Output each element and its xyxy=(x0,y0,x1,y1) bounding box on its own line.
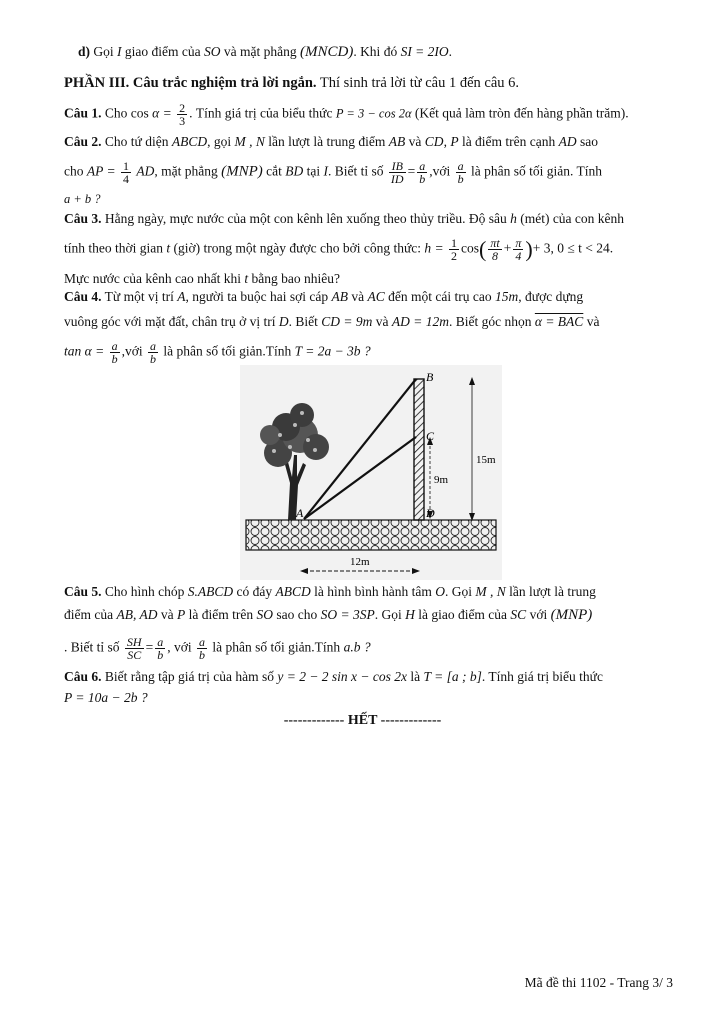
math-var: SO xyxy=(256,607,273,622)
cable-pole-figure xyxy=(240,365,502,580)
item-d-text: Gọi xyxy=(93,44,114,59)
q2-text: , gọi xyxy=(207,134,232,149)
q2-text: cắt xyxy=(266,163,282,179)
q2-text: và xyxy=(408,134,422,149)
math-var: P xyxy=(176,607,186,622)
pole xyxy=(414,379,424,520)
label-A: A xyxy=(296,506,304,520)
label-C: C xyxy=(426,429,435,443)
question-4-line-2 xyxy=(64,313,673,331)
fraction xyxy=(449,237,459,262)
math-var: I xyxy=(117,44,122,59)
q5-text: Cho hình chóp xyxy=(104,584,185,599)
page-footer: Mã đề thi 1102 - Trang 3/ 3 xyxy=(524,975,673,990)
math-var: SC xyxy=(510,607,527,622)
math-var: H xyxy=(405,607,415,622)
item-d-label: d) xyxy=(78,44,91,59)
label-B: B xyxy=(426,370,434,384)
q5-text: lần lượt là trung xyxy=(509,584,596,599)
q3-text: bằng bao nhiêu? xyxy=(251,271,340,286)
math-var: O xyxy=(435,584,445,599)
question-label: Câu 5. xyxy=(64,584,102,599)
q1-text: Cho cos xyxy=(104,105,149,121)
frac-den: b xyxy=(157,648,164,662)
question-1 xyxy=(64,102,673,127)
frac-num: a xyxy=(419,159,426,173)
frac-den: b xyxy=(198,648,205,662)
question-label: Câu 3. xyxy=(64,211,102,226)
math-var: α = xyxy=(152,105,172,121)
fraction xyxy=(121,160,131,185)
math-op: + xyxy=(503,240,512,256)
q2-text: sao xyxy=(580,134,599,149)
math-expr: h = xyxy=(424,240,444,256)
math-expr: P = 3 − cos 2α xyxy=(335,106,412,121)
q5-text: . Gọi xyxy=(374,607,402,622)
fraction xyxy=(155,636,165,661)
math-var: AB, AD xyxy=(116,607,158,622)
q5-text: là phân số tối giản.Tính xyxy=(212,639,341,655)
q1-text: (Kết quả làm tròn đến hàng phần trăm). xyxy=(414,105,629,121)
q2-text: , xyxy=(443,134,447,149)
frac-num: a xyxy=(111,339,118,353)
q2-text: Cho tứ diện xyxy=(104,134,169,149)
math-var: (MNCD) xyxy=(299,44,354,60)
q6-text: Biết rằng tập giá trị của hàm số xyxy=(104,669,274,684)
q4-text: , người ta buộc hai sợi cáp xyxy=(185,289,329,304)
q5-text: là giao điểm của xyxy=(418,607,508,622)
label-12m: 12m xyxy=(350,556,370,568)
q4-text: , được dựng xyxy=(518,289,584,304)
fraction xyxy=(488,237,501,262)
frac-den: b xyxy=(149,352,156,366)
math-var: CD xyxy=(424,134,444,149)
frac-den: b xyxy=(457,172,464,186)
q2-text: . Biết tỉ số xyxy=(328,163,384,179)
q5-text: . Biết tỉ số xyxy=(64,639,120,655)
question-6-line-1 xyxy=(64,668,673,686)
math-var: A xyxy=(177,289,186,304)
math-var: AB xyxy=(331,289,349,304)
q3-text: (mét) của con kênh xyxy=(520,211,625,226)
math-var: (MNP) xyxy=(221,163,263,180)
frac-num: πt xyxy=(490,236,500,250)
math-var: t xyxy=(166,240,171,256)
math-var: t xyxy=(244,271,249,286)
frac-num: 1 xyxy=(451,236,458,250)
question-3-line-1 xyxy=(64,210,673,228)
q2-text: ,với xyxy=(429,163,451,179)
fraction xyxy=(197,636,207,661)
frac-den: b xyxy=(419,172,426,186)
math-var: I xyxy=(323,163,329,179)
math-func: cos xyxy=(461,240,480,256)
math-expr: AD = 12m xyxy=(391,314,449,329)
q5-text: có đáy xyxy=(236,584,273,599)
frac-num: a xyxy=(157,635,164,649)
q6-text: . Tính giá trị biểu thức xyxy=(481,669,603,684)
q5-text: là hình bình hành tâm xyxy=(314,584,432,599)
q4-text: và xyxy=(586,314,600,329)
math-var: AB xyxy=(388,134,406,149)
paren-open: ( xyxy=(479,236,487,262)
math-var: D xyxy=(278,314,289,329)
q4-text: đến một cái trụ cao xyxy=(388,289,492,304)
math-expr: SI = 2IO xyxy=(400,44,449,59)
q1-text: . Tính giá trị của biểu thức xyxy=(189,105,333,121)
question-label: Câu 6. xyxy=(64,669,102,684)
q3-text: Hằng ngày, mực nước của một con kênh lên xuống theo thủy triều. Độ sâu xyxy=(104,211,507,226)
q5-text: . Gọi xyxy=(444,584,472,599)
q2-text: lần lượt là trung điểm xyxy=(268,134,386,149)
section-desc: Thí sinh trả lời từ câu 1 đến câu 6. xyxy=(319,75,520,91)
q2-text: cho xyxy=(64,163,84,179)
fraction xyxy=(389,160,406,185)
section-heading xyxy=(64,74,673,92)
q4-text: . Biết góc nhọn xyxy=(448,314,532,329)
q2-text: , mặt phẳng xyxy=(154,163,218,179)
q4-text: vuông góc với mặt đất, chân trụ ở vị trí xyxy=(64,314,276,329)
label-9m: 9m xyxy=(434,474,449,486)
q4-text: và xyxy=(351,289,365,304)
fraction xyxy=(513,237,523,262)
math-var: S.ABCD xyxy=(187,584,234,599)
frac-num: π xyxy=(515,236,522,250)
math-expr: 15m xyxy=(495,289,519,304)
math-expr: SO = 3SP xyxy=(320,607,375,622)
math-var: AD xyxy=(136,163,155,179)
question-4-line-3 xyxy=(64,340,673,365)
end-mark: ------------- HẾT ------------- xyxy=(283,713,442,728)
q5-text: điểm của xyxy=(64,607,114,622)
math-var: (MNP) xyxy=(550,607,593,623)
math-op: = xyxy=(407,163,416,179)
fraction xyxy=(417,160,427,185)
item-d-text: và mặt phẳng xyxy=(223,44,297,59)
frac-num: a xyxy=(149,339,156,353)
fraction xyxy=(177,102,187,127)
frac-den: SC xyxy=(127,648,142,662)
math-expr: tan α = xyxy=(64,343,105,359)
math-var: ABCD xyxy=(275,584,311,599)
q4-text: Từ một vị trí xyxy=(104,289,174,304)
question-5-line-3 xyxy=(64,636,673,661)
frac-den: 4 xyxy=(515,249,522,263)
question-label: Câu 2. xyxy=(64,134,102,149)
math-var: BD xyxy=(285,163,304,179)
frac-num: SH xyxy=(126,635,142,649)
q2-text: là điểm trên cạnh xyxy=(461,134,556,149)
ground-block xyxy=(246,520,496,550)
q5-text: , với xyxy=(167,639,192,655)
item-d-text: giao điểm của xyxy=(124,44,201,59)
math-var: M , N xyxy=(234,134,265,149)
math-var: AD xyxy=(558,134,577,149)
math-var: M , N xyxy=(475,584,506,599)
frac-num: 1 xyxy=(122,159,129,173)
fraction xyxy=(456,160,466,185)
q4-text: ,với xyxy=(121,343,143,359)
frac-den: 2 xyxy=(451,249,458,263)
question-6-line-2: P = 10a − 2b ? xyxy=(64,690,148,705)
q2-text: là phân số tối giản. Tính xyxy=(470,163,602,179)
q6-text: là xyxy=(410,669,421,684)
q2-text: tại xyxy=(306,163,321,179)
frac-den: 8 xyxy=(492,249,499,263)
question-label: Câu 4. xyxy=(64,289,102,304)
frac-num: IB xyxy=(389,160,406,173)
label-D: D xyxy=(426,506,435,520)
q5-text: sao cho xyxy=(276,607,318,622)
math-expr: AP = xyxy=(86,163,116,179)
question-2-line-3: a + b ? xyxy=(64,192,101,206)
q5-text: với xyxy=(529,607,548,622)
question-4-line-1 xyxy=(64,288,673,306)
math-expr: T = [a ; b] xyxy=(423,669,482,684)
fraction xyxy=(125,636,144,661)
q5-text: là điểm trên xyxy=(188,607,254,622)
frac-den: 3 xyxy=(179,114,186,128)
fraction xyxy=(148,340,158,365)
frac-den: ID xyxy=(390,172,404,186)
question-5-line-2 xyxy=(64,606,673,624)
q4-text: là phân số tối giản.Tính xyxy=(163,343,292,359)
math-var: ABCD xyxy=(171,134,208,149)
question-5-line-1 xyxy=(64,583,673,601)
item-d-text: . xyxy=(448,44,453,59)
q5-text: và xyxy=(160,607,174,622)
frac-num: a xyxy=(457,159,464,173)
math-var: h xyxy=(510,211,517,226)
paren-close: ) xyxy=(525,236,533,262)
math-expr: α = BAC xyxy=(534,314,584,329)
question-3-line-2 xyxy=(64,237,673,262)
math-expr: T = 2a − 3b ? xyxy=(294,343,371,359)
question-2-line-1 xyxy=(64,133,673,151)
q3-text: tính theo thời gian xyxy=(64,240,164,256)
question-2-line-2 xyxy=(64,160,673,185)
math-expr: + 3, 0 ≤ t < 24. xyxy=(532,240,614,256)
math-expr: a.b ? xyxy=(343,639,371,655)
q3-text: (giờ) trong một ngày được cho bởi công thức: xyxy=(173,240,422,256)
label-15m: 15m xyxy=(476,454,496,466)
section-title: PHẦN III. Câu trắc nghiệm trả lời ngắn. xyxy=(64,75,317,91)
math-var: AC xyxy=(367,289,385,304)
math-op: = xyxy=(145,639,154,655)
frac-num: a xyxy=(198,635,205,649)
math-expr: y = 2 − 2 sin x − cos 2x xyxy=(277,669,408,684)
q4-text: và xyxy=(375,314,389,329)
question-label: Câu 1. xyxy=(64,105,102,121)
q4-text: . Biết xyxy=(288,314,318,329)
math-var: SO xyxy=(204,44,221,59)
question-3-line-3 xyxy=(64,270,673,288)
frac-num: 2 xyxy=(179,101,186,115)
frac-den: b xyxy=(111,352,118,366)
q3-text: Mực nước của kênh cao nhất khi xyxy=(64,271,241,286)
item-d-text: . Khi đó xyxy=(353,44,398,59)
fraction xyxy=(110,340,120,365)
item-d xyxy=(78,43,673,61)
frac-den: 4 xyxy=(122,172,129,186)
math-expr: CD = 9m xyxy=(321,314,373,329)
math-var: P xyxy=(450,134,459,149)
